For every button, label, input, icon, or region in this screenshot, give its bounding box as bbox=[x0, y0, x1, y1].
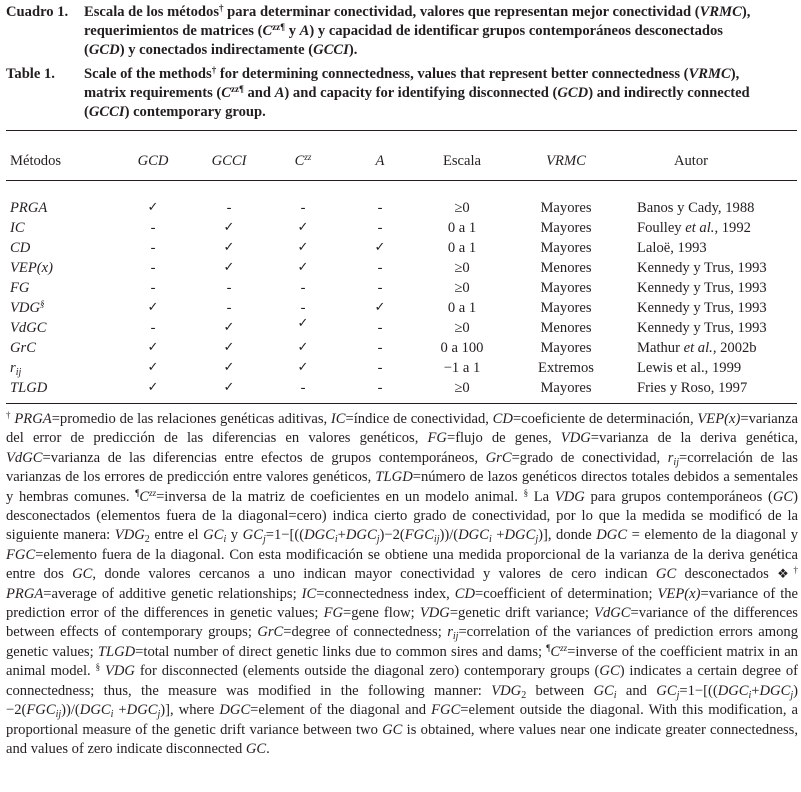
note-term: GrC bbox=[485, 449, 512, 466]
escala-value: ≥0 bbox=[454, 320, 470, 336]
check-mark: ✓ bbox=[297, 316, 309, 331]
note-term: DGC bbox=[759, 682, 791, 699]
check-mark: ✓ bbox=[374, 300, 386, 315]
vrmc-value: Mayores bbox=[540, 240, 592, 256]
caption-text: matrix requirements ( bbox=[84, 85, 222, 101]
note-text: =índice de conectividad, bbox=[345, 411, 493, 427]
header-escala-text: Escala bbox=[442, 153, 482, 169]
note-subscript: j bbox=[262, 534, 266, 546]
note-term: VDG bbox=[491, 682, 522, 699]
autor-etal: et al. bbox=[683, 340, 713, 356]
note-text: =grado de conectividad, bbox=[511, 449, 668, 466]
note-text: for disconnected (elements outside the diagonal zero) contemporary groups ( bbox=[134, 663, 600, 680]
dash-mark: - bbox=[150, 260, 156, 276]
note-text: =correlación de las varianzas de los errores de predicción entre valores genéticos, bbox=[6, 449, 798, 486]
note-text: =coefficient of determination; bbox=[475, 585, 658, 602]
header-czz-sup: zz bbox=[304, 152, 312, 162]
table-row bbox=[0, 279, 801, 299]
note-text: + bbox=[751, 682, 760, 699]
escala-value: ≥0 bbox=[454, 200, 470, 216]
note-term: FGC bbox=[404, 527, 434, 544]
escala-value: −1 a 1 bbox=[443, 360, 481, 376]
metodo-text: VDG bbox=[10, 300, 40, 316]
dash-mark: - bbox=[300, 200, 306, 216]
note-text: =varianza del error de predicción de las diferencias en valores genéticos, bbox=[6, 411, 798, 447]
caption-term: GCD bbox=[88, 42, 120, 58]
note-term: CD bbox=[454, 585, 476, 602]
note-subscript: ij bbox=[673, 456, 679, 468]
header-vrmc-text: VRMC bbox=[546, 153, 586, 169]
caption-text: ) y capacidad de identificar grupos contemporáneos desconectados bbox=[309, 23, 723, 39]
escala-value: 0 a 1 bbox=[447, 300, 477, 316]
note-term: TLGD bbox=[97, 643, 136, 660]
note-term: DGC bbox=[79, 702, 111, 719]
check-mark: ✓ bbox=[223, 240, 235, 255]
note-term: GC bbox=[242, 527, 263, 544]
note-subscript: j bbox=[157, 709, 161, 721]
note-term: VdGC bbox=[6, 449, 43, 466]
note-term: GC bbox=[772, 488, 794, 505]
header-gcd-text: GCD bbox=[137, 153, 169, 169]
note-text: =varianza de las diferencias entre efectos de grupos contemporáneos, bbox=[42, 449, 486, 466]
table-row bbox=[0, 219, 801, 239]
note-term: DGC bbox=[345, 527, 377, 544]
pilcrow-mark: ¶ bbox=[135, 487, 140, 498]
check-mark: ✓ bbox=[223, 320, 235, 335]
note-subscript: i bbox=[110, 709, 114, 721]
cell-metodo: IC bbox=[10, 220, 25, 236]
note-subscript: j bbox=[535, 534, 539, 546]
dagger-mark: † bbox=[6, 410, 11, 420]
note-text: + bbox=[113, 702, 127, 719]
note-term: FGC bbox=[26, 702, 56, 719]
check-mark: ✓ bbox=[147, 380, 159, 395]
note-text: =degree of connectedness; bbox=[283, 624, 448, 641]
header-gcci-text: GCCI bbox=[211, 153, 247, 169]
note-text: ) indicates a certain degree of connectedness; thus, the measure was modified in the following manner: bbox=[6, 663, 798, 699]
note-text: =element of the diagonal and bbox=[250, 702, 432, 719]
note-text: )−2( bbox=[379, 527, 405, 544]
note-text: =connectedness index, bbox=[316, 585, 455, 602]
note-term: FGC bbox=[431, 702, 461, 719]
dagger-mark: † bbox=[219, 3, 224, 13]
cell-autor: Kennedy y Trus, 1993 bbox=[637, 320, 767, 336]
note-text: =inversa de la matriz de coeficientes en un modelo animal. bbox=[156, 488, 524, 505]
note-text: =flujo de genes, bbox=[446, 430, 561, 447]
note-subscript: ij bbox=[55, 709, 62, 721]
note-term: CD bbox=[492, 411, 513, 427]
check-mark: ✓ bbox=[147, 340, 159, 355]
table-row bbox=[0, 379, 801, 399]
note-text: =genetic drift variance; bbox=[449, 605, 595, 622]
note-text: + bbox=[337, 527, 346, 544]
vrmc-value: Mayores bbox=[540, 380, 592, 396]
cell-metodo: GrC bbox=[10, 340, 36, 356]
note-superscript: zz bbox=[149, 487, 157, 498]
vrmc-value: Extremos bbox=[538, 360, 594, 376]
caption-term: VRMC bbox=[688, 66, 731, 82]
note-text: ) desconectados (elementos fuera de la diagonal=cero) indica cierto grado de conectividad, por lo que la medida se modificó de la siguiente manera: bbox=[6, 488, 798, 544]
section-mark: § bbox=[40, 299, 45, 309]
diamond-separator-icon: ❖ bbox=[777, 567, 794, 583]
dash-mark: - bbox=[150, 220, 156, 236]
caption-text: ), bbox=[730, 66, 740, 82]
table-footnotes bbox=[6, 410, 798, 759]
vrmc-value: Menores bbox=[540, 260, 592, 276]
dagger-mark: † bbox=[793, 565, 798, 576]
note-term: r bbox=[667, 449, 674, 466]
cell-autor: Kennedy y Trus, 1993 bbox=[637, 280, 767, 296]
note-term: DGC bbox=[126, 702, 158, 719]
note-subscript: i bbox=[748, 689, 752, 701]
check-mark: ✓ bbox=[147, 200, 159, 215]
note-term: IC bbox=[330, 411, 346, 427]
caption-term: C bbox=[262, 23, 273, 39]
vrmc-value: Menores bbox=[540, 320, 592, 336]
check-mark: ✓ bbox=[297, 360, 309, 375]
note-text: = elemento de la diagonal y bbox=[627, 527, 798, 544]
section-mark: § bbox=[523, 487, 529, 498]
note-term: DGC bbox=[304, 527, 335, 544]
caption-spanish bbox=[6, 3, 798, 60]
note-text: between bbox=[526, 682, 594, 699]
section-mark: § bbox=[95, 662, 101, 673]
autor-text: Mathur bbox=[637, 340, 684, 356]
caption-text: Scale of the methods bbox=[84, 66, 212, 82]
cell-autor bbox=[637, 219, 751, 237]
dash-mark: - bbox=[300, 280, 306, 296]
caption-term: GCD bbox=[557, 85, 589, 101]
note-text: =variance of the prediction error of the differences in genetic values; bbox=[6, 585, 799, 622]
caption-label: Table 1. bbox=[6, 66, 55, 82]
note-text: . bbox=[266, 740, 270, 757]
caption-term: GCCI bbox=[313, 42, 349, 58]
note-term: GC bbox=[599, 663, 620, 680]
caption-text: requerimientos de matrices ( bbox=[84, 23, 263, 39]
table-top-rule bbox=[6, 130, 797, 131]
dash-mark: - bbox=[377, 320, 383, 336]
note-text: =inverse of the coefficient matrix in an animal model. bbox=[6, 643, 798, 680]
caption-text: ) contemporary group. bbox=[124, 104, 266, 120]
caption-text: ) and indirectly connected bbox=[588, 85, 750, 101]
note-term: VDG bbox=[419, 605, 450, 622]
note-text: =elemento fuera de la diagonal. Con esta modificación se obtiene una medida proporcional de la varianza de la deriva genética entre dos bbox=[6, 546, 798, 583]
cell-autor: Kennedy y Trus, 1993 bbox=[637, 260, 767, 276]
caption-text: para determinar conectividad, valores que representan mejor conectividad ( bbox=[223, 4, 700, 20]
dash-mark: - bbox=[377, 220, 383, 236]
note-text: + bbox=[491, 527, 505, 544]
note-term: GC bbox=[72, 566, 93, 583]
note-text: =total number of direct genetic links due to common sires and dams; bbox=[135, 643, 547, 660]
note-term: VdGC bbox=[594, 605, 631, 622]
note-term: C bbox=[550, 643, 561, 660]
check-mark: ✓ bbox=[223, 360, 235, 375]
note-text: )], donde bbox=[538, 527, 597, 544]
check-mark: ✓ bbox=[297, 240, 309, 255]
dagger-mark: † bbox=[211, 65, 217, 75]
note-subscript: j bbox=[676, 689, 680, 701]
note-text: =correlation of the variances of prediction errors among genetic values; bbox=[6, 624, 798, 660]
note-text: para grupos contemporáneos ( bbox=[584, 488, 773, 505]
escala-value: 0 a 100 bbox=[440, 340, 484, 356]
caption-superscript: zz¶ bbox=[272, 22, 286, 32]
vrmc-value: Mayores bbox=[540, 340, 592, 356]
note-text: La bbox=[528, 488, 555, 505]
note-text: y bbox=[226, 527, 243, 544]
note-text: =promedio de las relaciones genéticas aditivas, bbox=[51, 411, 331, 427]
cell-metodo: VdGC bbox=[10, 320, 47, 336]
escala-value: 0 a 1 bbox=[447, 220, 477, 236]
caption-label: Cuadro 1. bbox=[6, 4, 69, 20]
caption-superscript: zz¶ bbox=[231, 84, 244, 94]
table-row bbox=[0, 199, 801, 219]
header-a-text: A bbox=[375, 153, 385, 169]
caption-text: Escala de los métodos bbox=[84, 4, 219, 20]
note-text: desconectados bbox=[676, 566, 778, 583]
note-term: GC bbox=[655, 566, 677, 583]
cell-autor bbox=[637, 339, 757, 357]
check-mark: ✓ bbox=[223, 260, 235, 275]
note-term: GC bbox=[593, 682, 614, 699]
check-mark: ✓ bbox=[374, 240, 386, 255]
cell-autor: Laloë, 1993 bbox=[637, 240, 707, 256]
note-term: r bbox=[447, 624, 453, 641]
note-text: and bbox=[616, 682, 657, 699]
note-term: GC bbox=[656, 682, 677, 699]
note-text: ))/( bbox=[439, 527, 459, 544]
cell-autor: Banos y Cady, 1988 bbox=[637, 200, 755, 216]
pilcrow-mark: ¶ bbox=[546, 642, 551, 653]
table-row bbox=[0, 339, 801, 359]
note-term: DGC bbox=[596, 527, 628, 544]
cell-metodo: CD bbox=[10, 240, 31, 256]
note-subscript: 2 bbox=[521, 689, 527, 701]
note-text: =coeficiente de determinación, bbox=[512, 411, 698, 427]
note-term: VDG bbox=[104, 663, 135, 680]
note-text: , donde valores cercanos a uno indican mayor conectividad y valores de cero indican bbox=[92, 566, 656, 583]
note-term: VEP(x) bbox=[657, 585, 701, 602]
header-czz-text bbox=[295, 152, 312, 170]
note-term: FGC bbox=[6, 546, 36, 563]
note-subscript: i bbox=[613, 689, 617, 701]
caption-text: and bbox=[243, 85, 275, 101]
escala-value: ≥0 bbox=[454, 260, 470, 276]
table-header-rule bbox=[6, 180, 797, 181]
note-term: VDG bbox=[560, 430, 591, 447]
note-superscript: zz bbox=[560, 642, 568, 653]
autor-year: , 1992 bbox=[714, 220, 751, 236]
check-mark: ✓ bbox=[223, 380, 235, 395]
cell-metodo: PRGA bbox=[10, 200, 48, 216]
caption-text: ) y conectados indirectamente ( bbox=[119, 42, 314, 58]
dash-mark: - bbox=[300, 380, 306, 396]
note-term: C bbox=[139, 488, 150, 505]
note-term: VEP(x) bbox=[697, 411, 741, 427]
dash-mark: - bbox=[377, 260, 383, 276]
note-term: GC bbox=[245, 740, 267, 757]
vrmc-value: Mayores bbox=[540, 220, 592, 236]
cell-metodo bbox=[10, 359, 21, 377]
check-mark: ✓ bbox=[297, 260, 309, 275]
note-text: =1−[(( bbox=[265, 527, 305, 544]
note-text: =average of additive genetic relationships; bbox=[43, 585, 302, 602]
note-text: =element outside the diagonal. With this modification, a proportional measure of the genetic drift variance between two bbox=[6, 702, 798, 738]
table-row bbox=[0, 259, 801, 279]
cell-metodo bbox=[10, 299, 45, 317]
dash-mark: - bbox=[226, 300, 232, 316]
table-row bbox=[0, 299, 801, 319]
note-term: PRGA bbox=[14, 411, 52, 427]
note-text: is obtained, where values near one indicate greater connectedness, and values of zero indicate disconnected bbox=[6, 721, 798, 757]
check-mark: ✓ bbox=[147, 360, 159, 375]
dash-mark: - bbox=[377, 340, 383, 356]
note-text: =variance of the differences between effects of contemporary groups; bbox=[6, 605, 798, 641]
caption-term: VRMC bbox=[699, 4, 742, 20]
table-row bbox=[0, 316, 801, 339]
escala-value: ≥0 bbox=[454, 280, 470, 296]
vrmc-value: Mayores bbox=[540, 200, 592, 216]
caption-term: GCCI bbox=[88, 104, 125, 120]
note-subscript: j bbox=[376, 534, 380, 546]
check-mark: ✓ bbox=[147, 300, 159, 315]
table-row bbox=[0, 239, 801, 259]
note-subscript: j bbox=[790, 689, 794, 701]
dash-mark: - bbox=[150, 280, 156, 296]
caption-text: ( bbox=[84, 42, 89, 58]
vrmc-value: Mayores bbox=[540, 280, 592, 296]
caption-text: ( bbox=[84, 104, 89, 120]
note-text: )−2( bbox=[6, 682, 798, 719]
dash-mark: - bbox=[377, 380, 383, 396]
caption-text: ) and capacity for identifying disconnected ( bbox=[284, 85, 558, 101]
check-mark: ✓ bbox=[297, 340, 309, 355]
metodo-subscript: ij bbox=[15, 367, 22, 378]
note-term: DGC bbox=[458, 527, 489, 544]
note-term: VDG bbox=[554, 488, 585, 505]
caption-english bbox=[6, 65, 798, 122]
dash-mark: - bbox=[226, 280, 232, 296]
dash-mark: - bbox=[150, 240, 156, 256]
note-subscript: i bbox=[223, 534, 227, 546]
header-autor-text: Autor bbox=[673, 153, 709, 169]
note-term: DGC bbox=[717, 682, 749, 699]
note-subscript: ij bbox=[433, 534, 440, 546]
cell-metodo: VEP(x) bbox=[10, 260, 53, 276]
dash-mark: - bbox=[150, 320, 156, 336]
cell-metodo: TLGD bbox=[10, 380, 48, 396]
cell-metodo: FG bbox=[10, 280, 30, 296]
note-text: =1−[(( bbox=[679, 682, 718, 699]
escala-value: 0 a 1 bbox=[447, 240, 477, 256]
autor-etal: et al. bbox=[685, 220, 715, 236]
note-text: ))/( bbox=[61, 702, 80, 719]
note-term: DGC bbox=[219, 702, 251, 719]
note-text: entre el bbox=[149, 527, 204, 544]
metodo-text: r bbox=[10, 360, 16, 376]
note-term: DGC bbox=[504, 527, 536, 544]
cell-autor: Kennedy y Trus, 1993 bbox=[637, 300, 767, 316]
vrmc-value: Mayores bbox=[540, 300, 592, 316]
caption-term: A bbox=[274, 85, 285, 101]
note-term: FG bbox=[323, 605, 344, 622]
escala-value: ≥0 bbox=[454, 380, 470, 396]
dash-mark: - bbox=[377, 360, 383, 376]
caption-term: C bbox=[221, 85, 231, 101]
table-row bbox=[0, 359, 801, 379]
dash-mark: - bbox=[226, 200, 232, 216]
note-term: TLGD bbox=[375, 469, 413, 486]
note-term: GrC bbox=[257, 624, 284, 641]
note-text: )], where bbox=[160, 702, 220, 719]
note-term: IC bbox=[301, 585, 317, 602]
autor-text: Foulley bbox=[637, 220, 686, 236]
note-term: FG bbox=[427, 430, 447, 447]
note-subscript: i bbox=[334, 534, 338, 546]
check-mark: ✓ bbox=[223, 220, 235, 235]
note-term: PRGA bbox=[6, 585, 44, 602]
header-czz-base: C bbox=[294, 153, 305, 169]
dash-mark: - bbox=[377, 200, 383, 216]
caption-text: ). bbox=[348, 42, 358, 58]
note-term: VDG bbox=[114, 527, 145, 544]
caption-text: for determining connectedness, values that represent better connectedness ( bbox=[216, 66, 689, 82]
dash-mark: - bbox=[377, 280, 383, 296]
note-text: =varianza de la deriva genética, bbox=[590, 430, 798, 447]
check-mark: ✓ bbox=[223, 340, 235, 355]
note-subscript: ij bbox=[452, 631, 459, 643]
header-metodos: Métodos bbox=[10, 153, 62, 169]
autor-year: , 2002b bbox=[712, 340, 757, 356]
note-subscript: 2 bbox=[144, 534, 150, 546]
dash-mark: - bbox=[300, 300, 306, 316]
note-text: =gene flow; bbox=[343, 605, 420, 622]
header-autor bbox=[673, 152, 725, 170]
caption-term: A bbox=[299, 23, 310, 39]
check-mark: ✓ bbox=[297, 220, 309, 235]
table-bottom-rule bbox=[6, 403, 797, 404]
note-subscript: i bbox=[488, 534, 492, 546]
note-term: GC bbox=[382, 721, 403, 738]
cell-autor: Lewis et al., 1999 bbox=[637, 360, 742, 376]
note-text: =número de lazos genéticos directos totales debidos a sementales y hembras comunes. bbox=[6, 469, 799, 505]
caption-text: ), bbox=[741, 4, 751, 20]
note-term: GC bbox=[203, 527, 224, 544]
caption-text: y bbox=[285, 23, 300, 39]
cell-autor: Fries y Roso, 1997 bbox=[637, 380, 748, 396]
